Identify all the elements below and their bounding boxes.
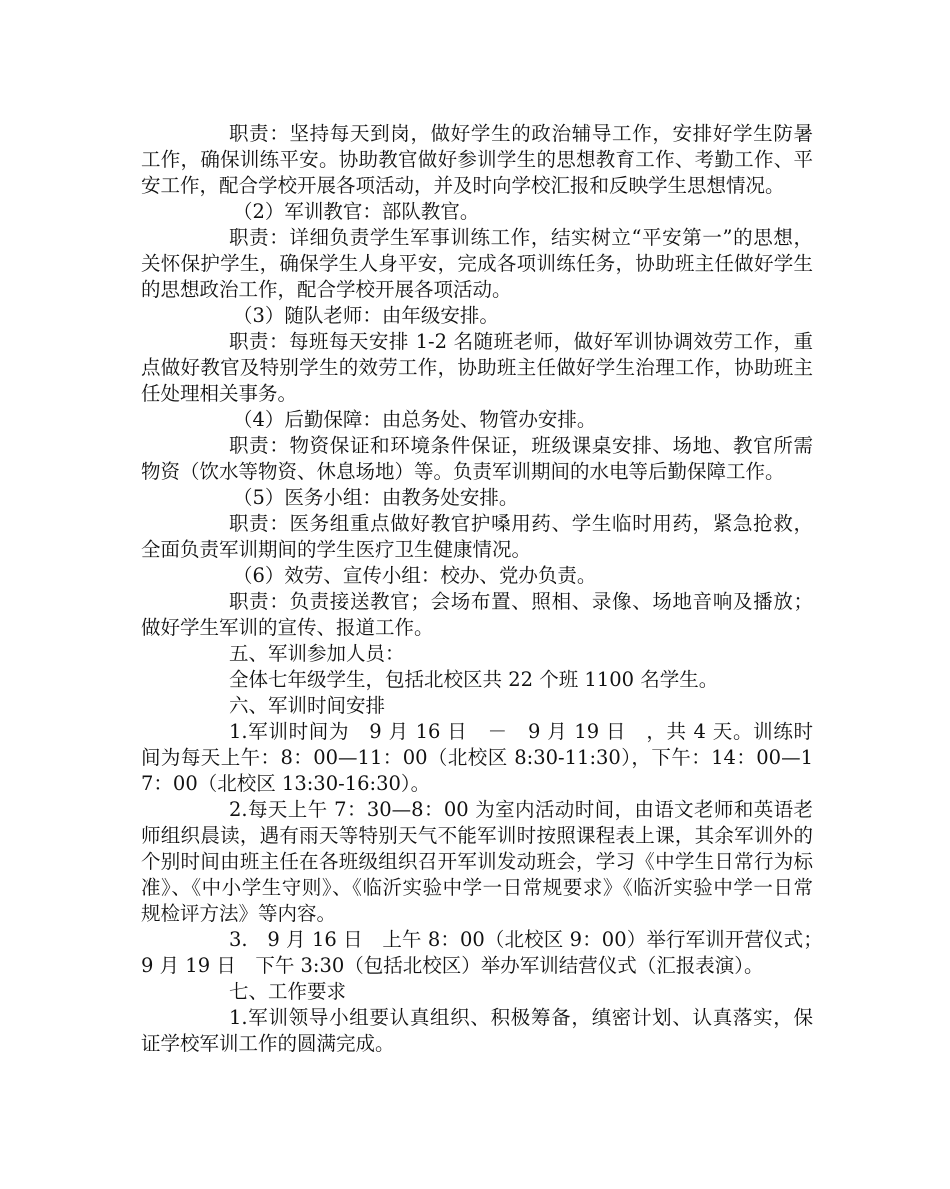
paragraph-requirement-1: 1.军训领导小组要认真组织、积极筹备，缜密计划、认真落实，保证学校军训工作的圆满完成。: [141, 1006, 813, 1055]
section-heading-participants: 五、军训参加人员：: [229, 642, 405, 665]
paragraph-logistics: （4）后勤保障：由总务处、物管办安排。: [233, 408, 597, 431]
paragraph-schedule-2: 2.每天上午 7：30—8：00 为室内活动时间，由语文老师和英语老师组织晨读，遇有雨天等特别天气不能军训时按照课程表上课，其余军训外的个别时间由班主任在各班级组织召开军训发动班会，学习《中学生日常行为标准》、《中小学生守则》、《临沂实验中学一日常规要求》《临沂实验中学一日常规检评方法》等内容。: [141, 798, 813, 925]
section-heading-requirements: 七、工作要求: [229, 980, 347, 1003]
paragraph-duty-service-publicity: 职责：负责接送教官；会场布置、照相、录像、场地音响及播放；做好学生军训的宣传、报道工作。: [141, 590, 813, 639]
paragraph-duty-logistics: 职责：物资保证和环境条件保证，班级课桌安排、场地、教官所需物资（饮水等物资、休息场地）等。负责军训期间的水电等后勤保障工作。: [141, 434, 813, 483]
paragraph-duty-accompanying-teacher: 职责：每班每天安排 1-2 名随班老师，做好军训协调效劳工作，重点做好教官及特别学生的效劳工作，协助班主任做好学生治理工作，协助班主任处理相关事务。: [141, 330, 813, 405]
paragraph-accompanying-teacher: （3）随队老师：由年级安排。: [233, 304, 499, 327]
section-heading-schedule: 六、军训时间安排: [229, 694, 386, 717]
paragraph-medical-team: （5）医务小组：由教务处安排。: [233, 486, 519, 509]
paragraph-duty-class-teacher: 职责：坚持每天到岗，做好学生的政治辅导工作，安排好学生防暑工作，确保训练平安。协助教官做好参训学生的思想教育工作、考勤工作、平安工作，配合学校开展各项活动，并及时向学校汇报和反映学生思想情况。: [141, 122, 813, 197]
paragraph-duty-medical: 职责：医务组重点做好教官护嗓用药、学生临时用药，紧急抢救，全面负责军训期间的学生医疗卫生健康情况。: [141, 512, 813, 561]
paragraph-duty-instructor: 职责：详细负责学生军事训练工作，结实树立“平安第一”的思想，关怀保护学生，确保学生人身平安，完成各项训练任务，协助班主任做好学生的思想政治工作，配合学校开展各项活动。: [141, 226, 813, 301]
paragraph-participants: 全体七年级学生，包括北校区共 22 个班 1100 名学生。: [229, 668, 719, 691]
paragraph-service-publicity: （6）效劳、宣传小组：校办、党办负责。: [233, 564, 597, 587]
paragraph-military-instructor: （2）军训教官：部队教官。: [233, 200, 480, 223]
paragraph-schedule-3: 3. 9 月 16 日 上午 8：00（北校区 9：00）举行军训开营仪式； 9 月 19 日 下午 3:30（包括北校区）举办军训结营仪式（汇报表演）。: [141, 928, 833, 977]
paragraph-schedule-1: 1.军训时间为 9 月 16 日 － 9 月 19 日 ，共 4 天。训练时间为每天上午：8：00—11：00（北校区 8:30-11:30），下午：14：00—17：00（北校区 13:30-16:30）。: [141, 720, 813, 795]
document-body: [141, 121, 833, 1057]
